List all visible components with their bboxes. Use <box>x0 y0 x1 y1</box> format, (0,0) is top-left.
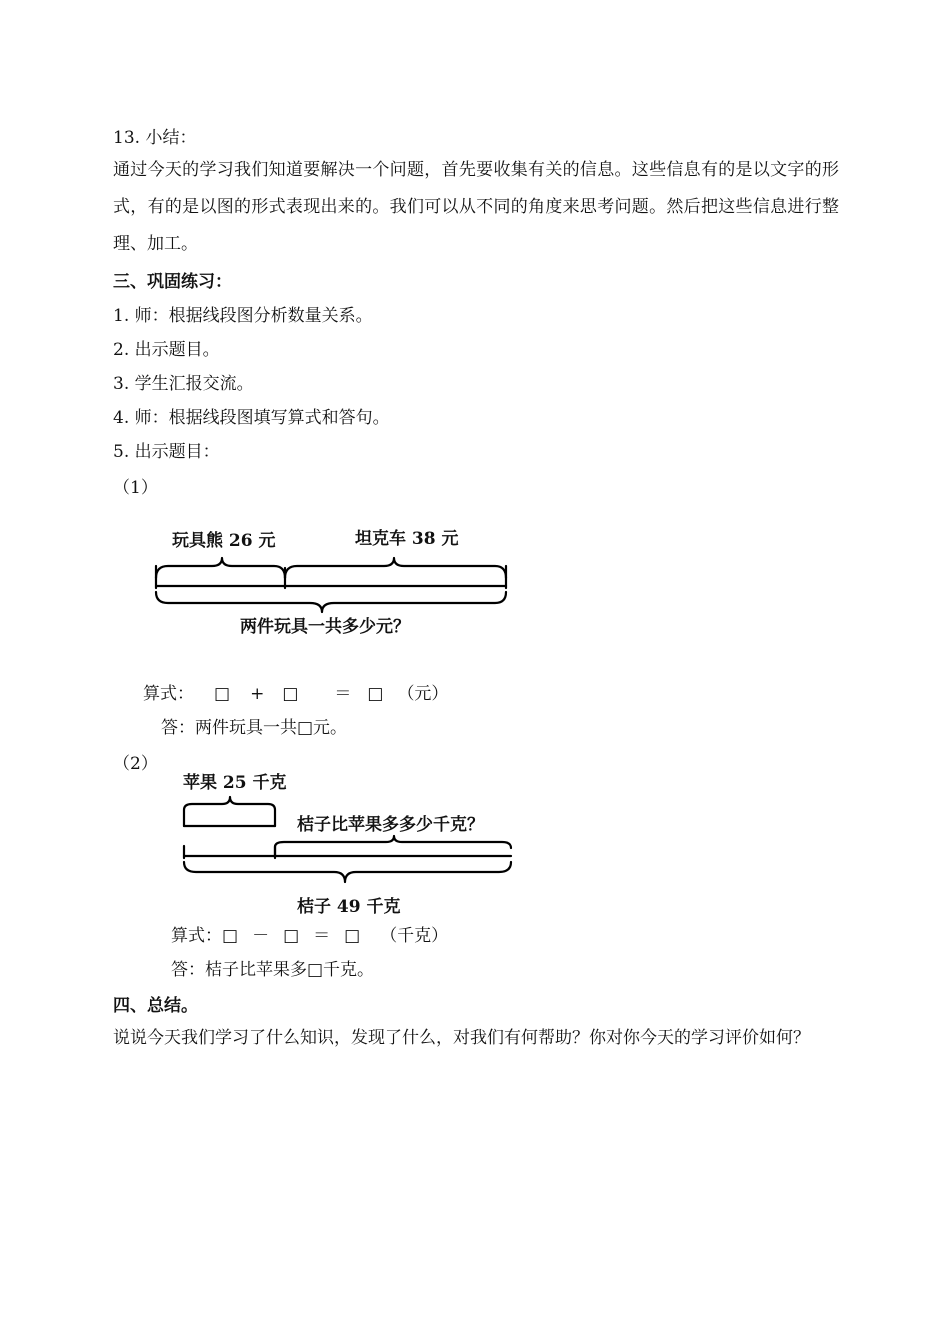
summary-heading: 13. 小结： <box>113 128 197 148</box>
section3-item-3: 3. 学生汇报交流。 <box>113 374 254 394</box>
answer-box-2: □ <box>283 926 300 946</box>
minus-sign: － <box>252 926 270 946</box>
problem1-label-total: 两件玩具一共多少元？ <box>240 617 410 637</box>
answer-box-3: □ <box>344 926 361 946</box>
problem1-brace-total <box>156 592 506 612</box>
problem1-brace-bear <box>156 558 285 578</box>
formula-unit: （千克） <box>380 926 449 946</box>
section4-title: 四、总结。 <box>113 996 198 1016</box>
section3-item-5: 5. 出示题目： <box>113 442 220 462</box>
equals-sign: ＝ <box>334 684 352 704</box>
problem2-label-orange: 桔子 49 千克 <box>297 897 401 917</box>
problem1-brace-tank <box>285 558 506 578</box>
section3-item-1: 1. 师：根据线段图分析数量关系。 <box>113 306 373 326</box>
problem1-number: （1） <box>113 478 158 498</box>
problem1-answer: 答：两件玩具一共□元。 <box>161 718 348 738</box>
answer-box-3: □ <box>367 684 384 704</box>
formula-unit: （元） <box>397 684 449 704</box>
problem2-answer: 答：桔子比苹果多□千克。 <box>171 960 375 980</box>
answer-box-1: □ <box>214 684 231 704</box>
problem2-brace-question <box>275 836 511 856</box>
problem2-brace-orange <box>184 862 511 882</box>
section4-paragraph: 说说今天我们学习了什么知识，发现了什么，对我们有何帮助？你对你今天的学习评价如何？ <box>113 1028 810 1048</box>
answer-box-1: □ <box>222 926 239 946</box>
problem2-brace-apple <box>184 797 275 826</box>
section3-item-4: 4. 师：根据线段图填写算式和答句。 <box>113 408 390 428</box>
formula-prefix: 算式： <box>171 926 222 946</box>
equals-sign: ＝ <box>313 926 331 946</box>
plus-sign: + <box>250 684 265 704</box>
section3-title: 三、巩固练习： <box>113 272 232 292</box>
problem2-label-question: 桔子比苹果多多少千克？ <box>297 815 484 835</box>
problem2-number: （2） <box>113 754 158 774</box>
section3-item-2: 2. 出示题目。 <box>113 340 220 360</box>
formula-prefix: 算式： <box>143 684 194 704</box>
summary-paragraph: 通过今天的学习我们知道要解决一个问题，首先要收集有关的信息。这些信息有的是以文字的形式，有的是以图的形式表现出来的。我们可以从不同的角度来思考问题。然后把这些信息进行整理、加工。 <box>113 160 839 254</box>
problem2-label-apple: 苹果 25 千克 <box>183 773 287 793</box>
problem1-label-tank: 坦克车 38 元 <box>355 529 459 549</box>
answer-box-2: □ <box>282 684 299 704</box>
problem1-label-bear: 玩具熊 26 元 <box>172 531 276 551</box>
